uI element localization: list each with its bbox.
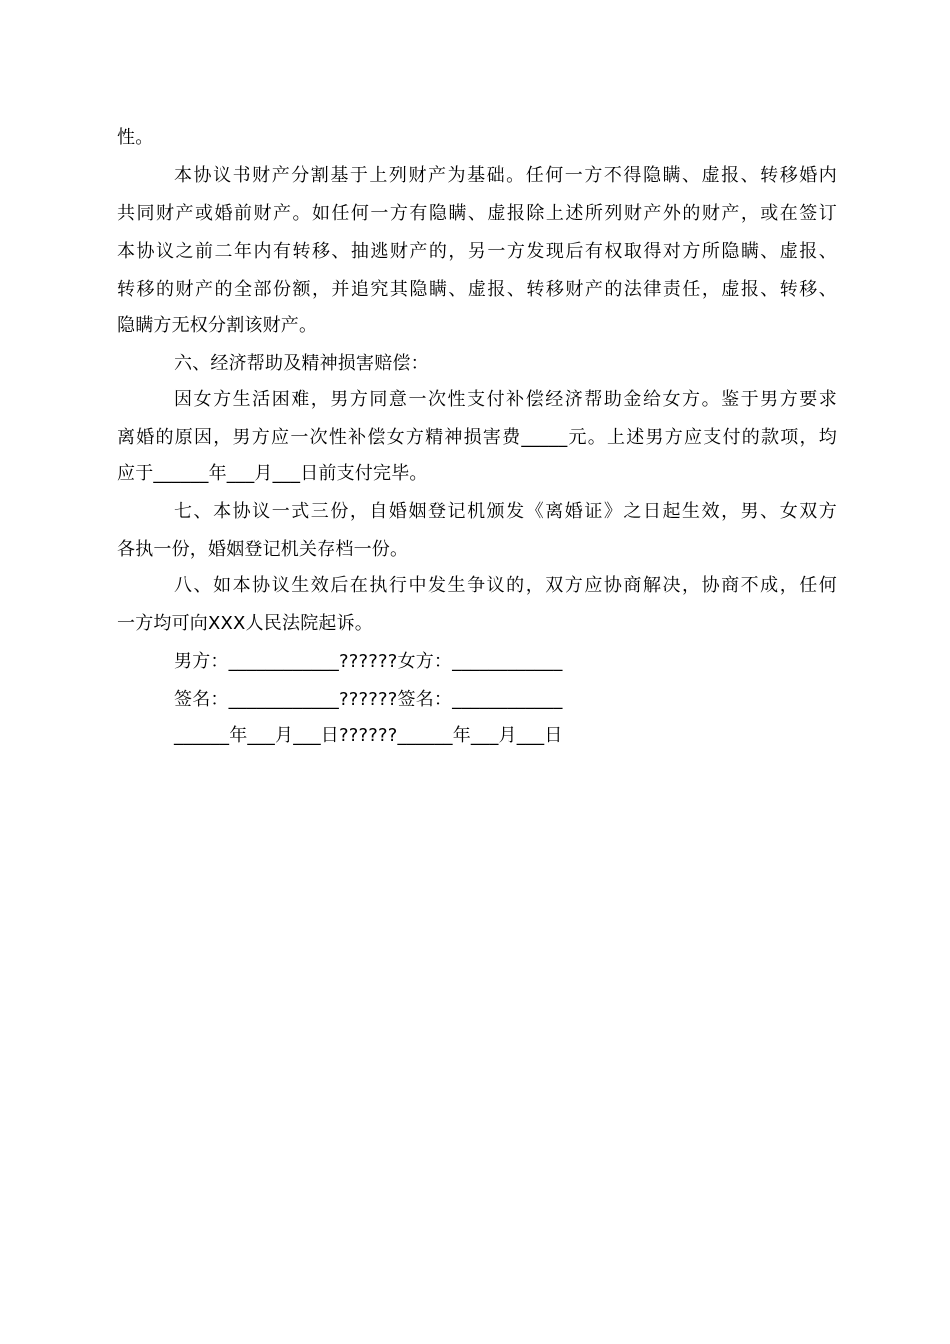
section-heading: 六、经济帮助及精神损害赔偿： [174, 353, 429, 374]
paragraph-line: 八、如本协议生效后在执行中发生争议的，双方应协商解决，协商不成，任何 [174, 575, 837, 596]
paragraph-line: 性。 [117, 127, 154, 148]
paragraph-line: 应于______年___月___日前支付完毕。 [117, 463, 428, 484]
signature-names-line: 签名：____________??????签名：____________ [174, 689, 563, 710]
paragraph-line: 本协议书财产分割基于上列财产为基础。任何一方不得隐瞒、虚报、转移婚内 [174, 165, 837, 186]
paragraph-line: 转移的财产的全部份额，并追究其隐瞒、虚报、转移财产的法律责任，虚报、转移、 [117, 279, 837, 300]
paragraph-line: 一方均可向XXX人民法院起诉。 [117, 613, 373, 634]
paragraph-line: 离婚的原因，男方应一次性补偿女方精神损害费_____元。上述男方应支付的款项，均 [117, 427, 837, 448]
paragraph-line: 因女方生活困难，男方同意一次性支付补偿经济帮助金给女方。鉴于男方要求 [174, 389, 837, 410]
signature-dates-line: ______年___月___日??????______年___月___日 [174, 725, 563, 746]
signature-parties-line: 男方：____________??????女方：____________ [174, 651, 563, 672]
paragraph-line: 各执一份，婚姻登记机关存档一份。 [117, 539, 409, 560]
paragraph-line: 隐瞒方无权分割该财产。 [117, 315, 318, 336]
paragraph-line: 共同财产或婚前财产。如任何一方有隐瞒、虚报除上述所列财产外的财产，或在签订 [117, 203, 837, 224]
paragraph-line: 本协议之前二年内有转移、抽逃财产的，另一方发现后有权取得对方所隐瞒、虚报、 [117, 241, 837, 262]
paragraph-line: 七、本协议一式三份，自婚姻登记机颁发《离婚证》之日起生效，男、女双方 [174, 501, 837, 522]
